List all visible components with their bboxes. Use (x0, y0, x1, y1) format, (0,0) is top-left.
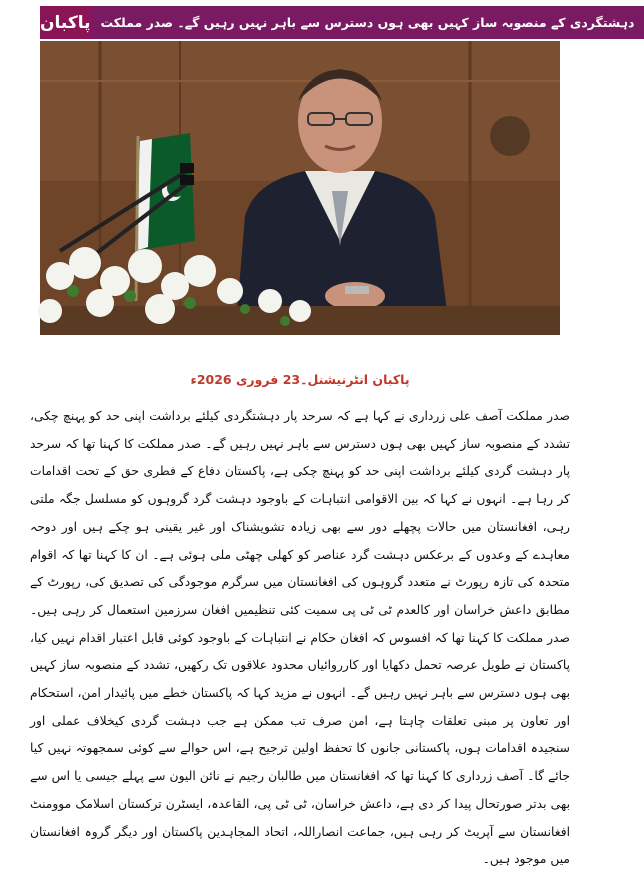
photo-press-conference-icon (40, 41, 560, 335)
article-photo (40, 41, 560, 335)
article-body: صدر مملکت آصف علی زرداری نے کہا ہے کہ سرحد پار دہشتگردی کیلئے برداشت اپنی حد کو پہنچ چکی، تشدد کے منصوبہ ساز کہیں بھی ہوں دسترس سے باہر نہیں رہیں گے۔ صدر مملکت کا کہنا تھا کہ سرحد پار دہشت گردی کیلئے برداشت اپنی حد کو پہنچ چکی ہے، پاکستان دفاع کے فطری حق کے تحت اقدامات کر رہا ہے۔ انہوں نے کہا کہ بین الاقوامی انتباہات کے باوجود دہشت گرد گروہوں کو مسلسل جگہ ملتی رہی، افغانستان میں حالات پچھلے دور سے بھی زیادہ تشویشناک اور غیر یقینی ہو چکے ہیں اور دوحہ معاہدے کے وعدوں کے برعکس دہشت گرد عناصر کو کھلی چھٹی ملی ہوئی ہے۔ ان کا کہنا تھا کہ اقوام متحدہ کی تازہ رپورٹ نے متعدد گروہوں کی افغانستان میں سرگرم موجودگی کی تصدیق کی، رپورٹ کے مطابق داعش خراسان اور کالعدم ٹی ٹی پی سمیت کئی تنظیمیں افغان سرزمین استعمال کر رہی ہیں۔ صدر مملکت کا کہنا تھا کہ افسوس کہ افغان حکام نے انتباہات کے باوجود کوئی قابل اعتبار اقدام نہیں کیا، پاکستان نے طویل عرصہ تحمل دکھایا اور کارروائیاں محدود علاقوں تک رکھیں، تشدد کے منصوبہ ساز کہیں بھی ہوں دسترس سے باہر نہیں رہیں گے۔ انہوں نے مزید کہا کہ پاکستان خطے میں پائیدار امن، استحکام اور تعاون پر مبنی تعلقات چاہتا ہے، امن صرف تب ممکن ہے جب دہشت گردی کیخلاف عملی اور سنجیدہ اقدامات ہوں، پاکستانی جانوں کا تحفظ اولین ترجیح ہے، اس حوالے سے کوئی سمجھوتہ نہیں کیا جائے گا۔ آصف زرداری کا کہنا تھا کہ افغانستان میں طالبان رجیم نے نائن الیون سے پہلے جیسی یا اس سے بھی بدتر صورتحال پیدا کر دی ہے، داعش خراسان، ٹی ٹی پی، القاعدہ، ایسٹرن ترکستان اسلامک موومنٹ افغانستان سے آپریٹ کر رہی ہیں، جماعت انصاراللہ، اتحاد المجاہدین پاکستان اور دیگر گروہ افغانستان میں موجود ہیں۔ (30, 403, 570, 874)
headline-banner (40, 6, 560, 39)
headline-text: دہشتگردی کے منصوبہ ساز کہیں بھی ہوں دسترس سے باہر نہیں رہیں گے۔ صدر مملکت (91, 6, 644, 39)
brand-logo[interactable]: پاکبان (40, 6, 91, 39)
dateline: پاکبان انٹرنیشنل۔23 فروری 2026ء (0, 372, 600, 387)
